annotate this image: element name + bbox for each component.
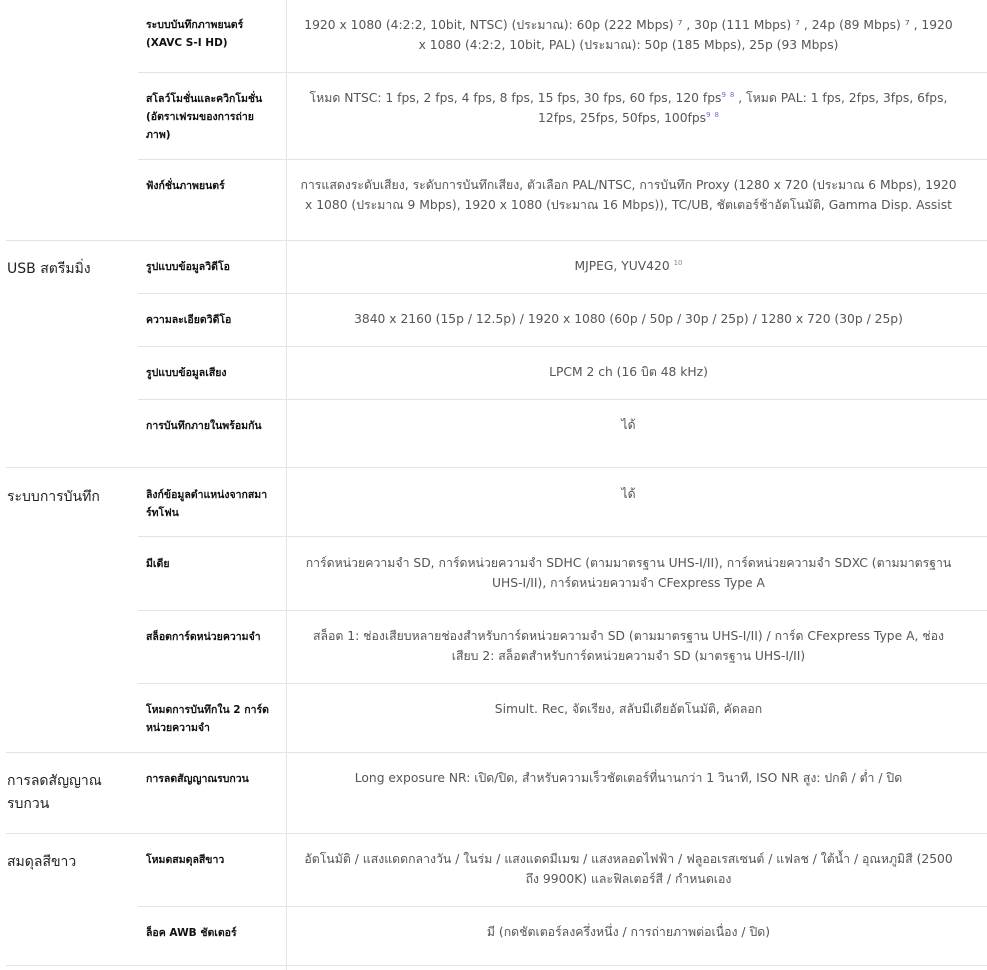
spec-label: โหมดสมดุลสีขาว xyxy=(146,854,225,866)
section-divider xyxy=(6,467,987,468)
spec-label: ความละเอียดวิดีโอ xyxy=(146,314,232,326)
section-heading-noise-reduction: การลดสัญญาณรบกวน xyxy=(7,773,102,812)
row-divider xyxy=(138,906,987,907)
row-divider xyxy=(138,159,987,160)
section-divider xyxy=(6,240,987,241)
row-divider xyxy=(138,346,987,347)
spec-label: รูปแบบข้อมูลวิดีโอ xyxy=(146,261,230,273)
spec-value: ได้ xyxy=(621,418,636,432)
spec-value: Simult. Rec, จัดเรียง, สลับมีเดียอัตโนมัติ, คัดลอก xyxy=(494,702,763,716)
spec-value: ได้ xyxy=(621,487,636,501)
row-divider xyxy=(138,399,987,400)
row-divider xyxy=(138,293,987,294)
spec-label: ฟังก์ชั่นภาพยนตร์ xyxy=(146,180,225,192)
section-heading-recording-system: ระบบการบันทึก xyxy=(7,489,100,505)
spec-value: อัตโนมัติ / แสงแดดกลางวัน / ในร่ม / แสงแดดมีเมฆ / แสงหลอดไฟฟ้า / ฟลูออเรสเซนต์ / แฟลช / ใต้น้ำ / อุณหภูมิสี (2500 ถึง 9900K) และฟิลเตอร์สี / กำหนดเอง xyxy=(304,852,953,886)
spec-value: Long exposure NR: เปิด/ปิด, สำหรับความเร็วชัตเตอร์ที่นานกว่า 1 วินาที, ISO NR สูง: ปกติ / ต่ำ / ปิด xyxy=(354,771,903,785)
spec-label: ระบบบันทึกภาพยนตร์ (XAVC S-I HD) xyxy=(146,19,244,49)
spec-label: สโลว์โมชั่นและควิกโมชั่น (อัตราเฟรมของการถ่ายภาพ) xyxy=(146,93,263,141)
spec-label: สล็อตการ์ดหน่วยความจำ xyxy=(146,631,261,643)
spec-value: MJPEG, YUV420 $^{10}$ xyxy=(574,258,683,273)
spec-value: โหมด NTSC: 1 fps, 2 fps, 4 fps, 8 fps, 15 fps, 30 fps, 60 fps, 120 fps$^9$ $^8$ , โหมด PAL: 1 fps, 2fps, 3fps, 6fps, 12fps, 25fps, 50fps, 100fps$^9$ $^8$ xyxy=(309,90,948,125)
spec-label: มีเดีย xyxy=(146,558,170,570)
section-divider xyxy=(6,752,987,753)
spec-value: สล็อต 1: ช่องเสียบหลายช่องสำหรับการ์ดหน่วยความจำ SD (ตามมาตรฐาน UHS-I/II) / การ์ด CFexpress Type A, ช่องเสียบ 2: สล็อตสำหรับการ์ดหน่วยความจำ SD (มาตรฐาน UHS-I/II) xyxy=(312,629,945,663)
column-divider xyxy=(286,0,287,970)
spec-value: การแสดงระดับเสียง, ระดับการบันทึกเสียง, ตัวเลือก PAL/NTSC, การบันทึก Proxy (1280 x 720 (ประมาณ 6 Mbps), 1920 x 1080 (ประมาณ 9 Mbps), 1920 x 1080 (ประมาณ 16 Mbps)), TC/UB, ชัตเตอร์ช้าอัตโนมัติ, Gamma Disp. Assist xyxy=(300,178,957,212)
section-divider xyxy=(6,833,987,834)
spec-label: ลิงก์ข้อมูลตำแหน่งจากสมาร์ทโฟน xyxy=(146,489,268,519)
section-heading-white-balance: สมดุลสีขาว xyxy=(7,854,77,870)
row-divider xyxy=(138,610,987,611)
spec-value: 1920 x 1080 (4:2:2, 10bit, NTSC) (ประมาณ): 60p (222 Mbps) ⁷ , 30p (111 Mbps) ⁷ , 24p (89 Mbps) ⁷ , 1920 x 1080 (4:2:2, 10bit, PAL) (ประมาณ): 50p (185 Mbps), 25p (93 Mbps) xyxy=(304,18,953,52)
spec-label: การบันทึกภายในพร้อมกัน xyxy=(146,420,262,432)
section-divider xyxy=(6,965,987,966)
section-heading-usb-streaming: USB สตรีมมิ่ง xyxy=(7,261,91,277)
row-divider xyxy=(138,683,987,684)
spec-value: การ์ดหน่วยความจำ SD, การ์ดหน่วยความจำ SDHC (ตามมาตรฐาน UHS-I/II), การ์ดหน่วยความจำ SDXC (ตามมาตรฐาน UHS-I/II), การ์ดหน่วยความจำ CFexpress Type A xyxy=(305,556,952,590)
spec-label: ล็อค AWB ชัตเตอร์ xyxy=(146,927,237,939)
spec-value: มี (กดชัตเตอร์ลงครึ่งหนึ่ง / การถ่ายภาพต่อเนื่อง / ปิด) xyxy=(486,925,771,939)
spec-label: การลดสัญญาณรบกวน xyxy=(146,773,249,785)
spec-label: รูปแบบข้อมูลเสียง xyxy=(146,367,227,379)
spec-label: โหมดการบันทึกใน 2 การ์ดหน่วยความจำ xyxy=(146,704,269,734)
row-divider xyxy=(138,72,987,73)
spec-value: 3840 x 2160 (15p / 12.5p) / 1920 x 1080 (60p / 50p / 30p / 25p) / 1280 x 720 (30p / 25p) xyxy=(354,312,903,326)
spec-value: LPCM 2 ch (16 บิต 48 kHz) xyxy=(549,365,708,379)
row-divider xyxy=(138,536,987,537)
